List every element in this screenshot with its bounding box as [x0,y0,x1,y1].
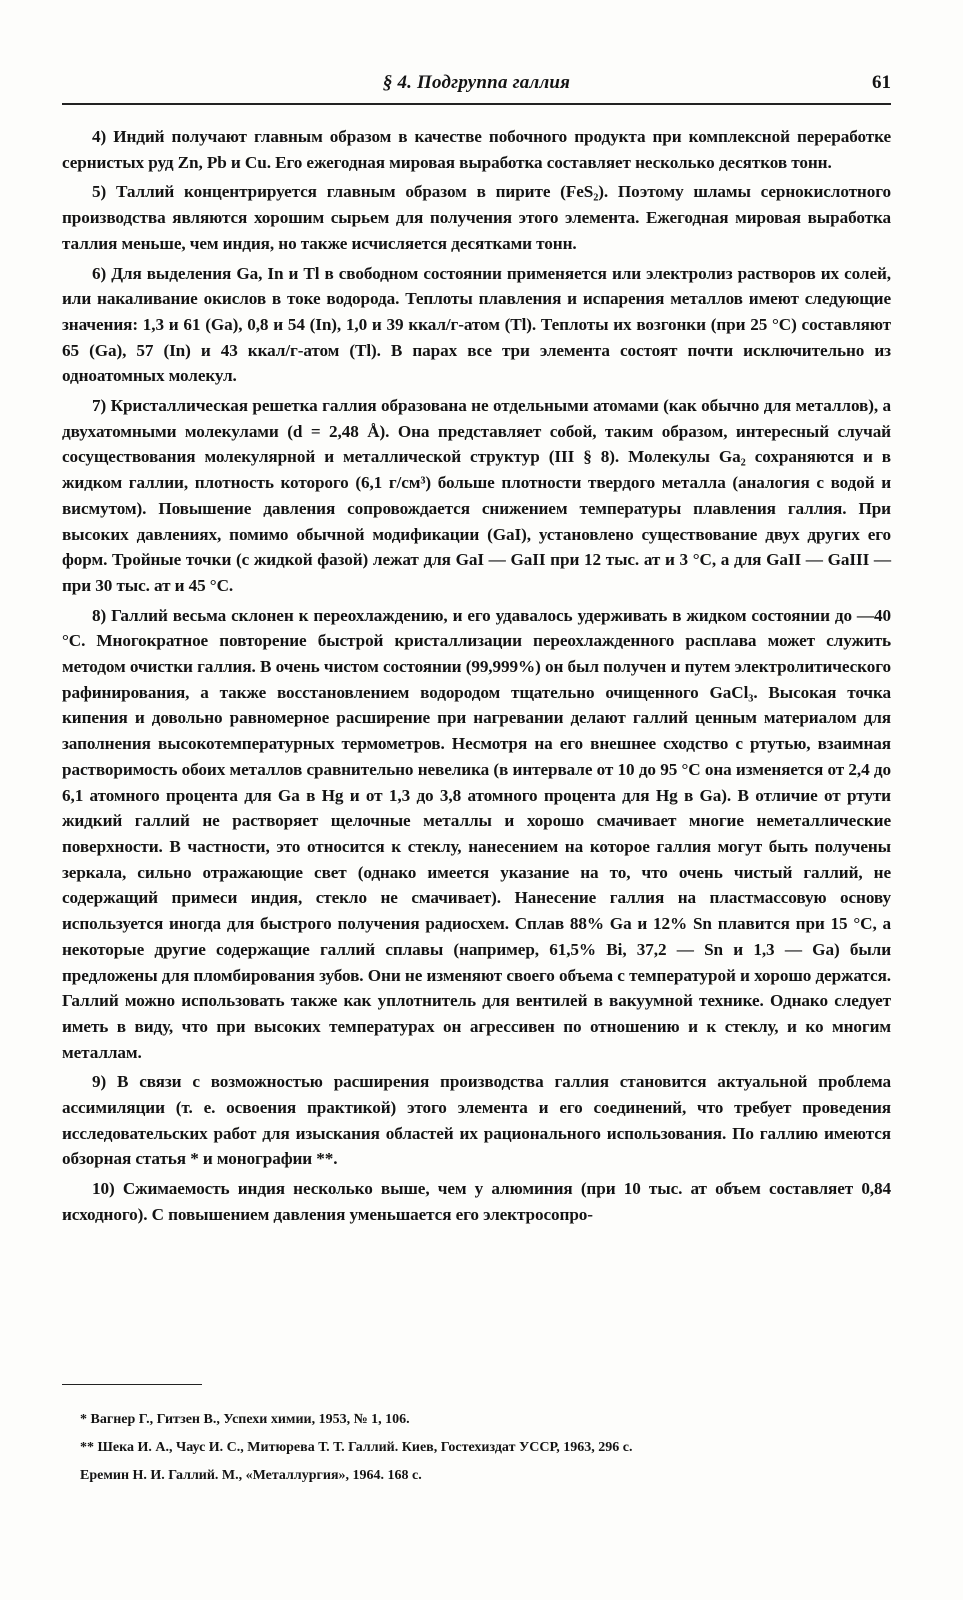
paragraph-4: 4) Индий получают главным образом в качестве побочного продукта при комплексной переработке сернистых руд Zn, Pb и Cu. Его ежегодная мировая выработка составляет несколько десятков тонн. [62,127,891,172]
paragraph-6: 6) Для выделения Ga, In и Tl в свободном состоянии применяется или электролиз растворов их солей, или накаливание окислов в токе водорода. Теплоты плавления и испарения металлов имеют следующие значения: 1,3 и 61 (Ga), 0,8 и 54 (In), 1,0 и 39 ккал/г-атом (Tl). Теплоты их возгонки (при 25 °C) составляют 65 (Ga), 57 (In) и 43 ккал/г-атом (Tl). В парах все три элемента состоят почти исключительно из одноатомных молекул. [62,263,891,386]
paragraph-7: 7) Кристаллическая решетка галлия образована не отдельными атомами (как обычно для металлов), а двухатомными молекулами (d = 2,48 Å). Она представляет собой, таким образом, интересный случай сосуществования молекулярной и металлической структур (III § 8). Молекулы Ga₂ сохраняются и в жидком галлии, плотность которого (6,1 г/см³) больше плотности твердого металла (аналогия с водой и висмутом). Повышение давления сопровождается снижением температуры плавления галлия. При высоких давлениях, помимо обычной модификации (GaI), установлено существование двух других его форм. Тройные точки (с жидкой фазой) лежат для GaI — GaII при 12 тыс. ат и 3 °C, а для GaII — GaIII — при 30 тыс. ат и 45 °C. [62,396,891,595]
paragraph-8: 8) Галлий весьма склонен к переохлаждению, и его удавалось удерживать в жидком состоянии до —40 °C. Многократное повторение быстрой кристаллизации переохлажденного расплава может служить методом очистки галлия. В очень чистом состоянии (99,999%) он был получен и путем электролитического рафинирования, а также восстановлением водородом тщательно очищенного GaCl₃. Высокая точка кипения и довольно равномерное расширение при нагревании делают галлий ценным материалом для заполнения высокотемпературных термометров. Несмотря на его внешнее сходство с ртутью, взаимная растворимость обоих металлов сравнительно невелика (в интервале от 10 до 95 °C она изменяется от 2,4 до 6,1 атомного процента для Ga в Hg и от 1,3 до 3,8 атомного процента для Hg в Ga). В отличие от ртути жидкий галлий не растворяет щелочные металлы и хорошо смачивает многие неметаллические поверхности. В частности, это относится к стеклу, нанесением на которое галлия могут быть получены зеркала, сильно отражающие свет (однако имеется указание на то, что очень чистый галлий, не содержащий примеси индия, стекло не смачивает). Нанесение галлия на пластмассовую основу используется иногда для быстрого получения радиосхем. Сплав 88% Ga и 12% Sn плавится при 15 °C, а некоторые другие содержащие галлий сплавы (например, 61,5% Bi, 37,2 — Sn и 1,3 — Ga) были предложены для пломбирования зубов. Они не изменяют своего объема с температурой и хорошо держатся. Галлий можно использовать также как уплотнитель для вентилей в вакуумной технике. Однако следует иметь в виду, что при высоких температурах он агрессивен по отношению и к стеклу, и ко многим металлам. [62,605,891,1062]
footnote-1: * Вагнер Г., Гитзен В., Успехи химии, 1953, № 1, 106. [80,1412,410,1427]
paragraph-5: 5) Таллий концентрируется главным образом в пирите (FeS₂). Поэтому шламы сернокислотного производства являются хорошим сырьем для получения этого элемента. Ежегодная мировая выработка таллия меньше, чем индия, но также исчисляется десятками тонн. [62,182,891,253]
footnote-3: Еремин Н. И. Галлий. М., «Металлургия», 1964. 168 с. [80,1468,422,1483]
footnote-rule [62,1384,202,1385]
page-header [62,72,891,100]
paragraph-10: 10) Сжимаемость индия несколько выше, чем у алюминия (при 10 тыс. ат объем составляет 0,84 исходного). С повышением давления уменьшается его электросопро- [62,1179,891,1224]
footnote-2: ** Шека И. А., Чаус И. С., Митюрева Т. Т. Галлий. Киев, Гостехиздат УССР, 1963, 296 с. [80,1440,633,1455]
page-number: 61 [872,72,891,93]
footnotes [80,1406,891,1490]
paragraph-9: 9) В связи с возможностью расширения производства галлия становится актуальной проблема ассимиляции (т. е. освоения практикой) этого элемента и его соединений, что требует проведения исследовательских работ для изыскания областей их рационального использования. По галлию имеются обзорная статья * и монографии **. [62,1072,891,1169]
header-rule [62,103,891,105]
body-text [62,124,891,1232]
running-title: § 4. Подгруппа галлия [382,72,571,93]
